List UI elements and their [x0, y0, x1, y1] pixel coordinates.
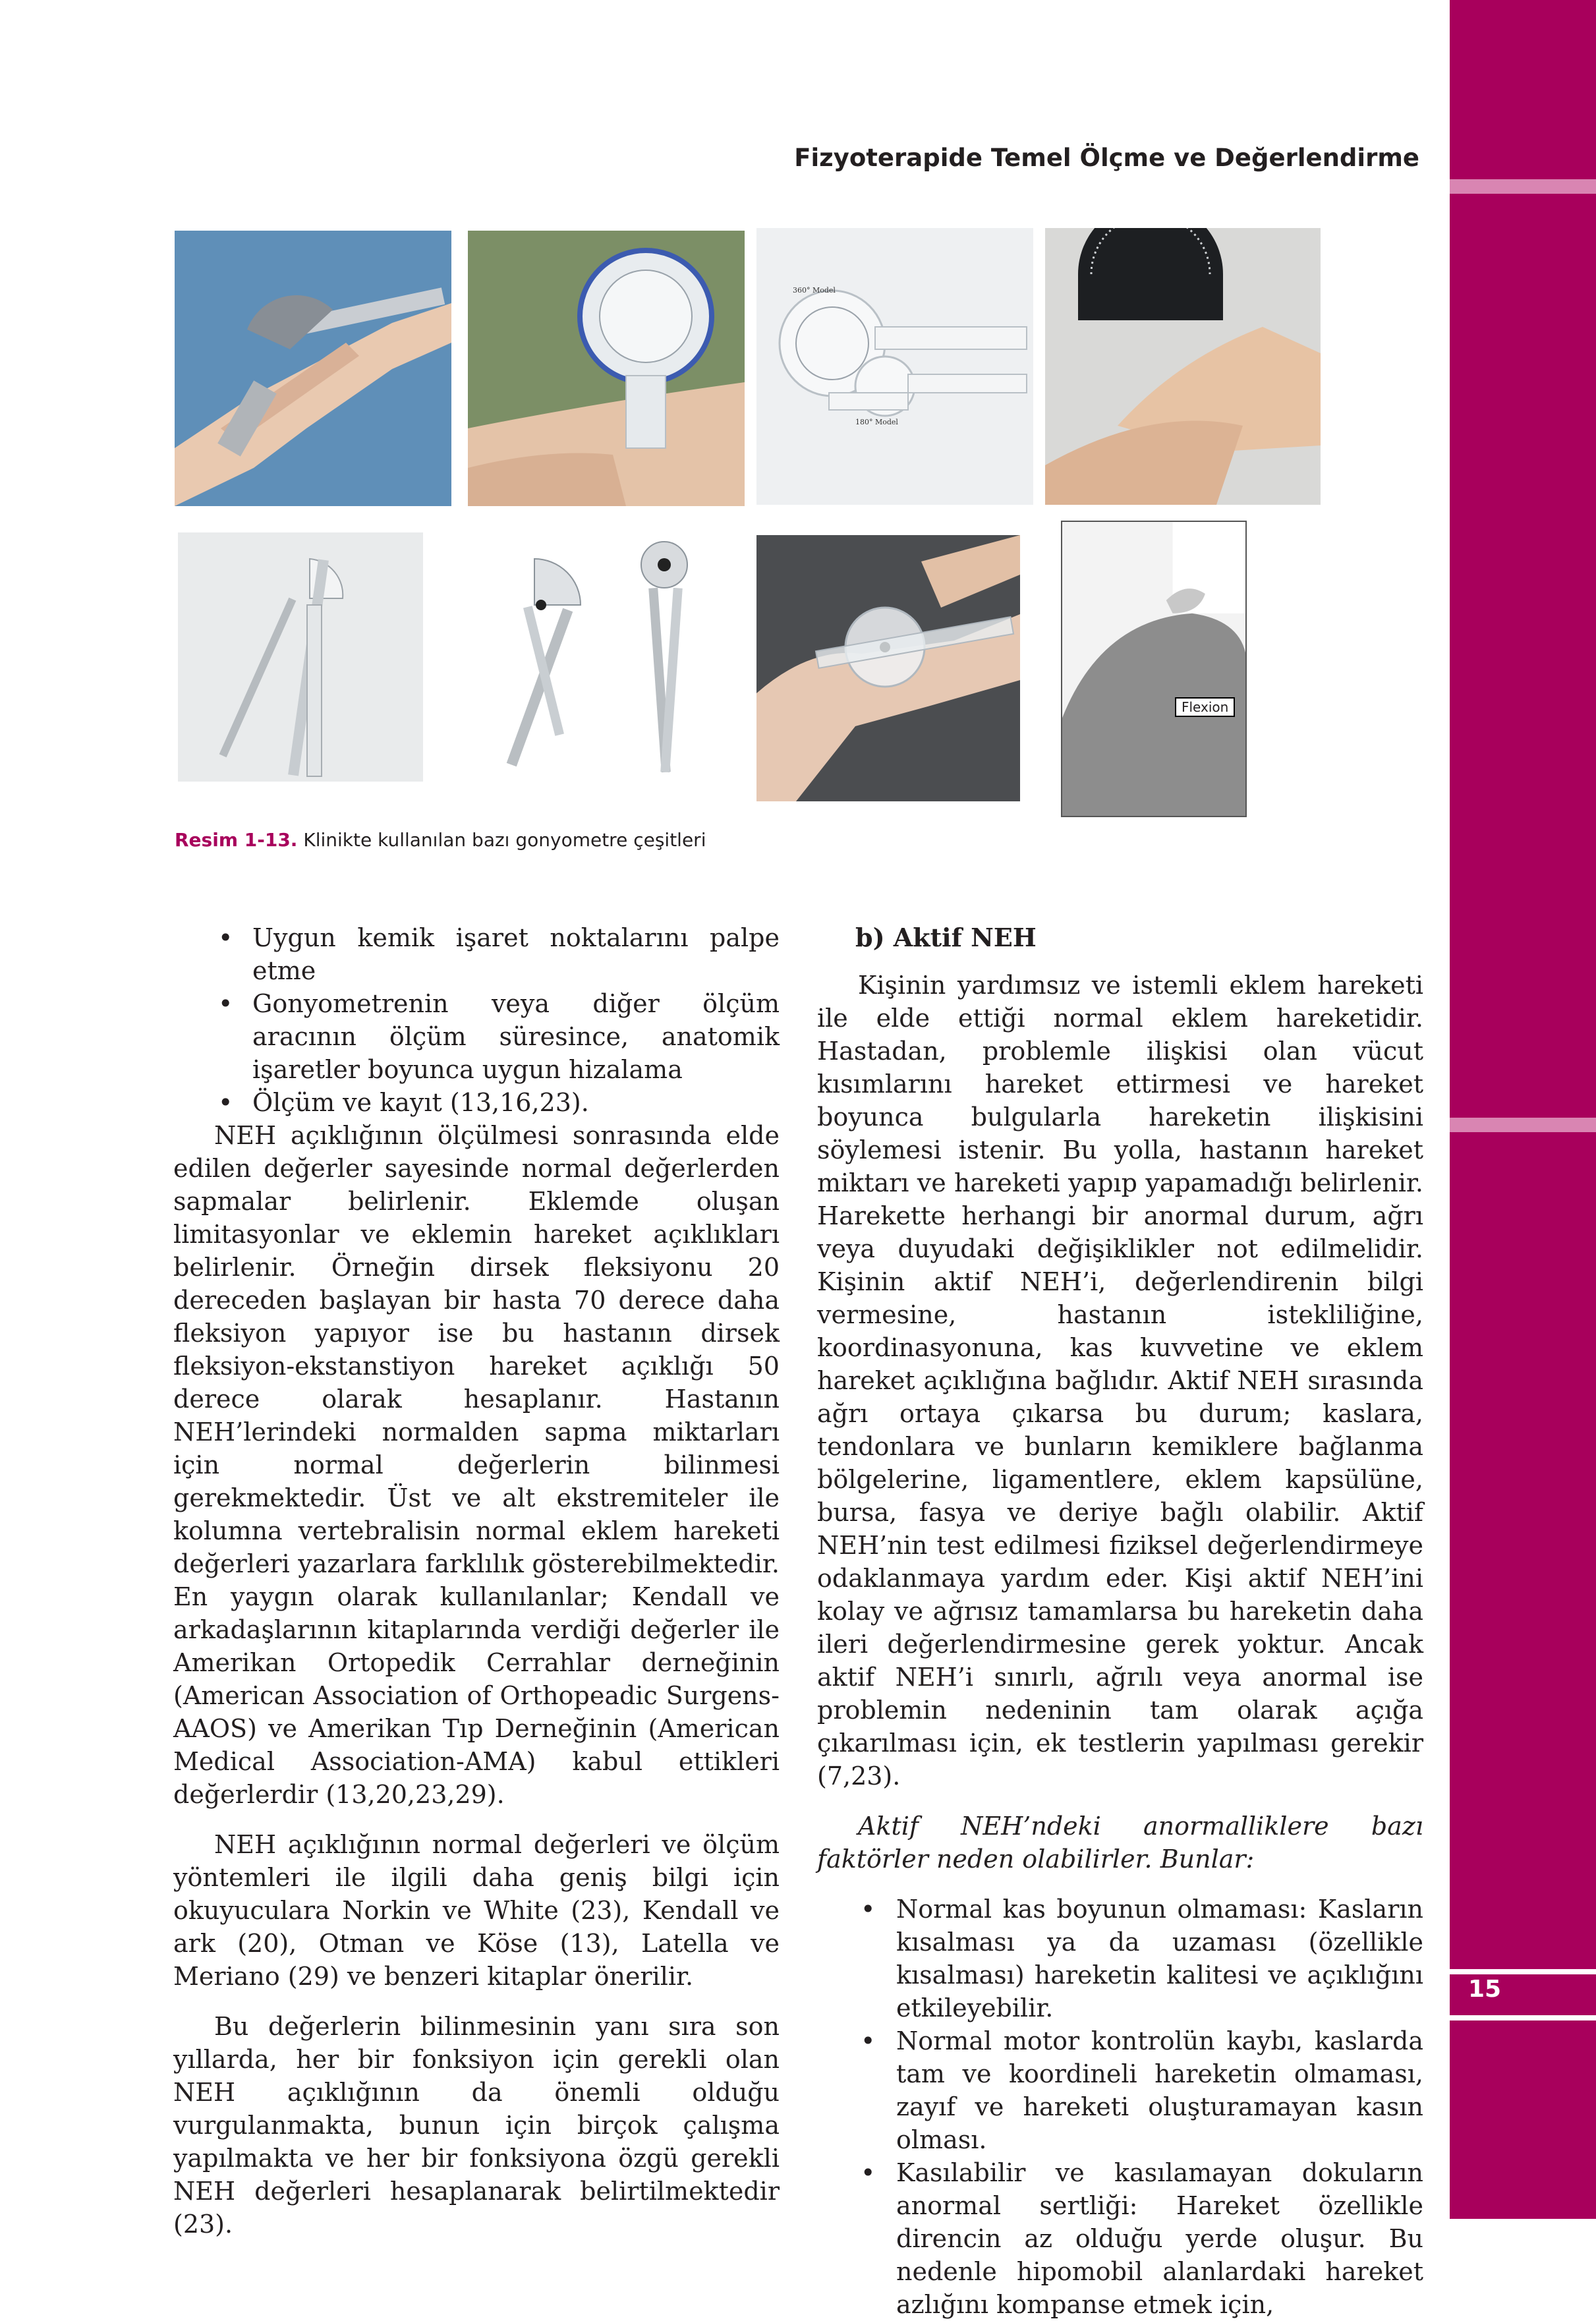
finger-goniometer-photo	[175, 231, 451, 506]
wrist-goniometer-photo	[468, 231, 745, 506]
paragraph: Kişinin yardımsız ve istemli eklem hareketi ile elde ettiği normal eklem hareketidir. Hastadan, problemle ilişkisi olan vücut kısımlarını hareket ettirmesi ve hareket boyunca bulgularla hareketin ilişkisini söylemesi istenir. Bu yolla, hastanın hareket miktarı ve hareketi yapıp yapamadığı belirlenir. Harekette herhangi bir anormal durum, ağrı veya duyudaki değişiklikler not edilmelidir. Kişinin aktif NEH’i, değerlendirenin bilgi vermesine, hastanın istekliliğine, koordinasyonuna, kas kuvvetine ve eklem hareket açıklığına bağlıdır. Aktif NEH sırasında ağrı ortaya çıkarsa bu durum; kaslara, tendonlara ve bunların kemiklere bağlanma bölgelerine, ligamentlere, eklem kapsülüne, bursa, fasya ve deriye bağlı olabilir. Aktif NEH’nin test edilmesi fiziksel değerlendirmeye odaklanmaya yardım eder. Kişi aktif NEH’ini kolay ve ağrısız tamamlarsa bu hareketin daha ileri değerlendirmesine gerek yoktur. Ancak aktif NEH’i sınırlı, ağrılı veya anormal ise problemin nedeninin tam olarak açığa çıkarılması için, ek testlerin yapılması gerekir (7,23).	[817, 971, 1423, 1791]
list-item-text: Ölçüm ve kayıt (13,16,23).	[252, 1088, 589, 1117]
left-bullet-list	[173, 921, 780, 1119]
finger-measurement-photo	[756, 535, 1020, 801]
model-360-label: 360° Model	[793, 286, 836, 295]
paragraph: Bu değerlerin bilinmesinin yanı sıra son yıllarda, her bir fonksiyon için gerekli olan NEH açıklığının da önemli olduğu vurgulanmakta, bunun için birçok çalışma yapılmakta ve her bir fonksiyona özgü gerekli NEH değerleri hesaplanarak belirtilmektedir (23).	[173, 2012, 780, 2239]
running-header: Fizyoterapide Temel Ölçme ve Değerlendirme	[794, 144, 1419, 172]
figure-caption-text: Klinikte kullanılan bazı gonyometre çeşitleri	[297, 829, 706, 851]
band-divider	[1450, 179, 1596, 194]
list-item-text: Normal kas boyunun olmaması: Kasların kısalması ya da uzaması (özellikle kısalması) hareketin kalitesi ve açıklığını etkileyebilir.	[896, 1895, 1423, 2022]
shoulder-flexion-photo	[1061, 521, 1247, 817]
list-item-text: Normal motor kontrolün kaybı, kaslarda tam ve koordineli hareketin olmaması, zayıf ve hareketi oluşturamayan kasın olması.	[896, 2026, 1423, 2154]
paragraph: Aktif NEH’ndeki anormalliklere bazı faktörler neden olabilirler. Bunlar:	[817, 1812, 1423, 1874]
metal-goniometer-1-photo	[178, 532, 423, 782]
figure-caption-label: Resim 1-13.	[175, 829, 298, 851]
margin-band	[1450, 0, 1596, 2219]
left-column	[173, 921, 780, 2241]
list-item: • Gonyometrenin veya diğer ölçüm aracının ölçüm süresince, anatomik işaretler boyunca uygun hizalama	[218, 989, 780, 1084]
paragraph: NEH açıklığının ölçülmesi sonrasında elde edilen değerler sayesinde normal değerlerden sapmalar belirlenir. Eklemde oluşan limitasyonlar ve eklemin hareket açıklıkları belirlenir. Örneğin dirsek fleksiyonu 20 dereceden başlayan bir hasta 70 derece daha fleksiyon yapıyor ise bu hastanın dirsek fleksiyon-ekstanstiyon hareket açıklığı 50 derece olarak hesaplanır. Hastanın NEH’lerindeki normalden sapma miktarları için normal değerlerin bilinmesi gerekmektedir. Üst ve alt ekstremiteler ile kolumna vertebralisin normal eklem hareketi değerleri yazarlara farklılık gösterebilmektedir. En yaygın olarak kullanılanlar; Kendall ve arkadaşlarının kitaplarında verdiği değerler ile Amerikan Ortopedik Cerrahlar derneğinin (American Association of Orthopeadic Surgens-AAOS) ve Amerikan Tıp Derneğinin (American Medical Association-AMA) kabul ettikleri değerlerdir (13,20,23,29).	[173, 1121, 780, 1809]
list-item-text: Gonyometrenin veya diğer ölçüm aracının ölçüm süresince, anatomik işaretler boyunca uygun hizalama	[252, 989, 780, 1084]
metal-goniometer-2-photo	[465, 532, 597, 782]
paragraph: NEH açıklığının normal değerleri ve ölçüm yöntemleri ile ilgili daha geniş bilgi için okuyuculara Norkin ve White (23), Kendall ve ark (20), Otman ve Köse (13), Latella ve Meriano (29) ve benzeri kitaplar önerilir.	[173, 1830, 780, 1991]
list-item: • Normal motor kontrolün kaybı, kaslarda tam ve koordineli hareketin olmaması, zayıf ve hareketi oluşturamayan kasın olması.	[861, 2026, 1423, 2154]
right-bullet-list	[817, 1893, 1423, 2321]
list-item: • Kasılabilir ve kasılamayan dokuların anormal sertliği: Hareket özellikle direncin az olduğu yerde oluşur. Bu nedenle hipomobil alanlardaki hareket azlığını kompanse etmek için,	[861, 2158, 1423, 2319]
list-item-text: Kasılabilir ve kasılamayan dokuların anormal sertliği: Hareket özellikle direncin az olduğu yerde oluşur. Bu nedenle hipomobil alanlardaki hareket azlığını kompanse etmek için,	[896, 2158, 1423, 2319]
list-item-text: Uygun kemik işaret noktalarını palpe etme	[252, 923, 780, 985]
figure-caption	[175, 829, 706, 851]
model-180-label: 180° Model	[855, 418, 898, 426]
plastic-goniometers-photo	[756, 228, 1033, 505]
list-item: • Normal kas boyunun olmaması: Kasların kısalması ya da uzaması (özellikle kısalması) hareketin kalitesi ve açıklığını etkileyebilir.	[861, 1895, 1423, 2022]
right-column	[817, 921, 1423, 2321]
list-item: • Ölçüm ve kayıt (13,16,23).	[218, 1088, 589, 1117]
dial-goniometer-hand-photo	[1045, 228, 1321, 505]
metal-goniometer-3-photo	[625, 535, 724, 782]
list-item: • Uygun kemik işaret noktalarını palpe etme	[218, 923, 780, 985]
band-divider	[1450, 1118, 1596, 1132]
section-heading: b) Aktif NEH	[855, 923, 1037, 952]
page-number: 15	[1468, 1976, 1502, 2003]
flexion-label: Flexion	[1175, 697, 1235, 717]
